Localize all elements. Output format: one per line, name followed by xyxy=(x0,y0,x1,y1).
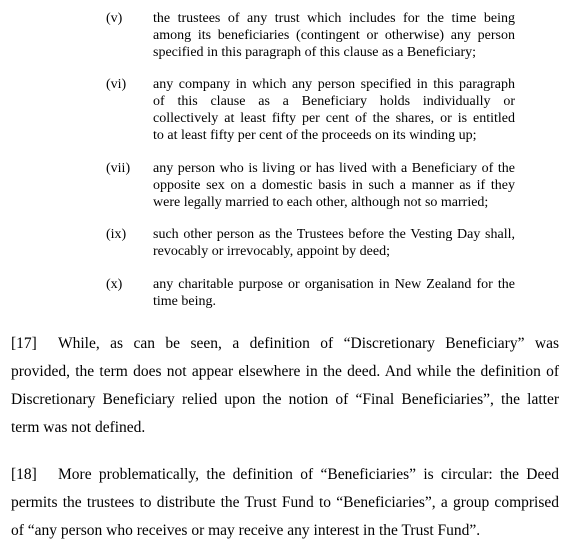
text-line xyxy=(11,461,559,489)
text-line: of this clause as a Beneficiary holds individually or xyxy=(153,94,515,109)
text-line: collectively at least fifty per cent of the shares, or is entitled xyxy=(153,111,515,126)
text-line: term was not defined. xyxy=(11,419,146,436)
text-line: permits the trustees to distribute the Trust Fund to “Beneficiaries”, a group comprised xyxy=(11,494,559,511)
paragraph-17 xyxy=(11,330,559,442)
text-line: specified in this paragraph of this clause as a Beneficiary; xyxy=(153,45,477,60)
text-line: to at least fifty per cent of the proceeds on its winding up; xyxy=(153,128,477,143)
subclause-text xyxy=(153,276,515,310)
paragraph-18 xyxy=(11,461,559,545)
subclause-number: (v) xyxy=(106,11,123,26)
text-line: of “any person who receives or may receive any interest in the Trust Fund”. xyxy=(11,522,481,539)
paragraph-number: [18] xyxy=(11,466,37,483)
text-line: revocably or irrevocably, appoint by deed; xyxy=(153,244,391,259)
text-line-content: More problematically, the definition of “Beneficiaries” is circular: the Deed xyxy=(58,466,559,483)
subclause-number: (vi) xyxy=(106,77,127,92)
subclause-number: (x) xyxy=(106,277,123,292)
subclause-number: (vii) xyxy=(106,161,131,176)
subclause-text xyxy=(153,226,515,260)
text-line: Discretionary Beneficiary relied upon the notion of “Final Beneficiaries”, the latter xyxy=(11,391,559,408)
text-line: any charitable purpose or organisation in New Zealand for the xyxy=(153,277,515,292)
subclause-text xyxy=(153,76,515,144)
subclause-number: (ix) xyxy=(106,227,127,242)
text-line-content: While, as can be seen, a definition of “Discretionary Beneficiary” was xyxy=(58,335,559,352)
text-line: such other person as the Trustees before the Vesting Day shall, xyxy=(153,227,515,242)
subclause-text xyxy=(153,160,515,211)
paragraph-number: [17] xyxy=(11,335,37,352)
text-line: any person who is living or has lived with a Beneficiary of the xyxy=(153,161,515,176)
text-line: any company in which any person specified in this paragraph xyxy=(153,77,515,92)
text-line: time being. xyxy=(153,294,216,309)
text-line: the trustees of any trust which includes for the time being xyxy=(153,11,515,26)
text-line xyxy=(11,330,559,358)
text-line: opposite sex on a domestic basis in such a manner as if they xyxy=(153,178,515,193)
subclause-text xyxy=(153,10,515,61)
text-line: were legally married to each other, although not so married; xyxy=(153,195,489,210)
text-line: among its beneficiaries (contingent or otherwise) any person xyxy=(153,28,515,43)
text-line: provided, the term does not appear elsewhere in the deed. And while the definition of xyxy=(11,363,559,380)
